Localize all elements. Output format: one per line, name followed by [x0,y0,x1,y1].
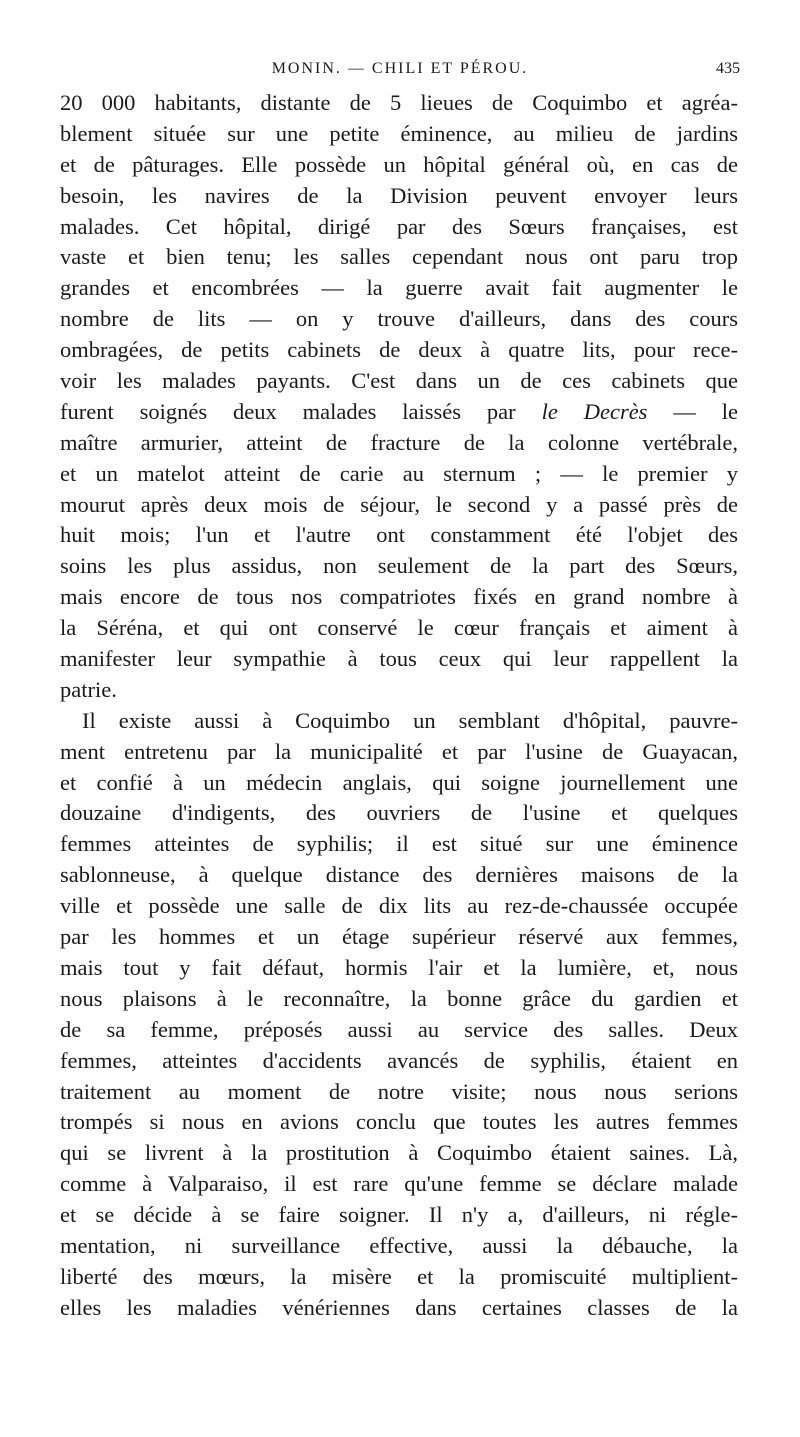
text-line: huit mois; l'un et l'autre ont constamment été l'objet des [60,522,738,548]
text-segment: — le [647,398,738,424]
text-line: blement située sur une petite éminence, au milieu de jardins [60,120,738,146]
text-line: comme à Valparaiso, il est rare qu'une femme se déclare malade [60,1171,738,1197]
page-number: 435 [716,60,740,77]
running-title: MONIN. — CHILI ET PÉROU. [271,60,529,77]
text-line: et de pâturages. Elle possède un hôpital général où, en cas de [60,151,738,177]
text-line: ombragées, de petits cabinets de deux à quatre lits, pour rece- [60,337,738,363]
text-line: ment entretenu par la municipalité et par l'usine de Guayacan, [60,738,738,764]
text-line: 20 000 habitants, distante de 5 lieues de Coquimbo et agréa- [60,90,738,115]
text-line: douzaine d'indigents, des ouvriers de l'usine et quelques [60,800,738,826]
text-line: nous plaisons à le reconnaître, la bonne grâce du gardien et [60,985,738,1011]
text-line: patrie. [60,676,117,702]
text-line: et confié à un médecin anglais, qui soigne journellement une [60,769,738,795]
text-line: qui se livrent à la prostitution à Coquimbo étaient saines. Là, [60,1140,738,1166]
text-line: nombre de lits — on y trouve d'ailleurs, dans des cours [60,306,738,332]
text-line: manifester leur sympathie à tous ceux qui leur rappellent la [60,646,738,672]
text-line: par les hommes et un étage supérieur réservé aux femmes, [60,924,738,950]
text-line: vaste et bien tenu; les salles cependant nous ont paru trop [60,244,738,270]
text-line: mourut après deux mois de séjour, le second y a passé près de [60,491,738,517]
text-line: traitement au moment de notre visite; nous nous serions [60,1078,738,1104]
text-line: malades. Cet hôpital, dirigé par des Sœurs françaises, est [60,213,738,239]
text-line: maître armurier, atteint de fracture de la colonne vertébrale, [60,429,738,455]
text-line: liberté des mœurs, la misère et la promiscuité multiplient- [60,1263,738,1289]
ship-name: le Decrès [541,398,648,424]
text-line: grandes et encombrées — la guerre avait fait augmenter le [60,275,738,301]
text-line: Il existe aussi à Coquimbo un semblant d'hôpital, pauvre- [82,707,738,733]
text-line: elles les maladies vénériennes dans certaines classes de la [60,1294,738,1320]
text-line: besoin, les navires de la Division peuvent envoyer leurs [60,182,738,208]
text-line: femmes atteintes de syphilis; il est situé sur une éminence [60,831,738,857]
text-line: ville et possède une salle de dix lits au rez-de-chaussée occupée [60,893,738,919]
text-line: mais encore de tous nos compatriotes fixés en grand nombre à [60,584,738,610]
text-line: de sa femme, préposés aussi au service des salles. Deux [60,1016,738,1042]
text-line: soins les plus assidus, non seulement de la part des Sœurs, [60,553,738,579]
text-line: mais tout y fait défaut, hormis l'air et la lumière, et, nous [60,954,738,980]
text-line: et un matelot atteint de carie au sternum ; — le premier y [60,460,738,486]
text-line: trompés si nous en avions conclu que toutes les autres femmes [60,1109,738,1135]
text-line: la Séréna, et qui ont conservé le cœur français et aiment à [60,615,738,641]
body-text [60,88,738,1324]
text-segment: furent soignés deux malades laissés par [60,398,542,424]
text-line: voir les malades payants. C'est dans un de ces cabinets que [60,368,738,394]
text-line [60,397,738,428]
text-line: femmes, atteintes d'accidents avancés de syphilis, étaient en [60,1047,738,1073]
text-line: et se décide à se faire soigner. Il n'y a, d'ailleurs, ni régle- [60,1202,738,1228]
text-line: sablonneuse, à quelque distance des dernières maisons de la [60,862,738,888]
text-line: mentation, ni surveillance effective, aussi la débauche, la [60,1232,738,1258]
running-head [60,58,740,84]
